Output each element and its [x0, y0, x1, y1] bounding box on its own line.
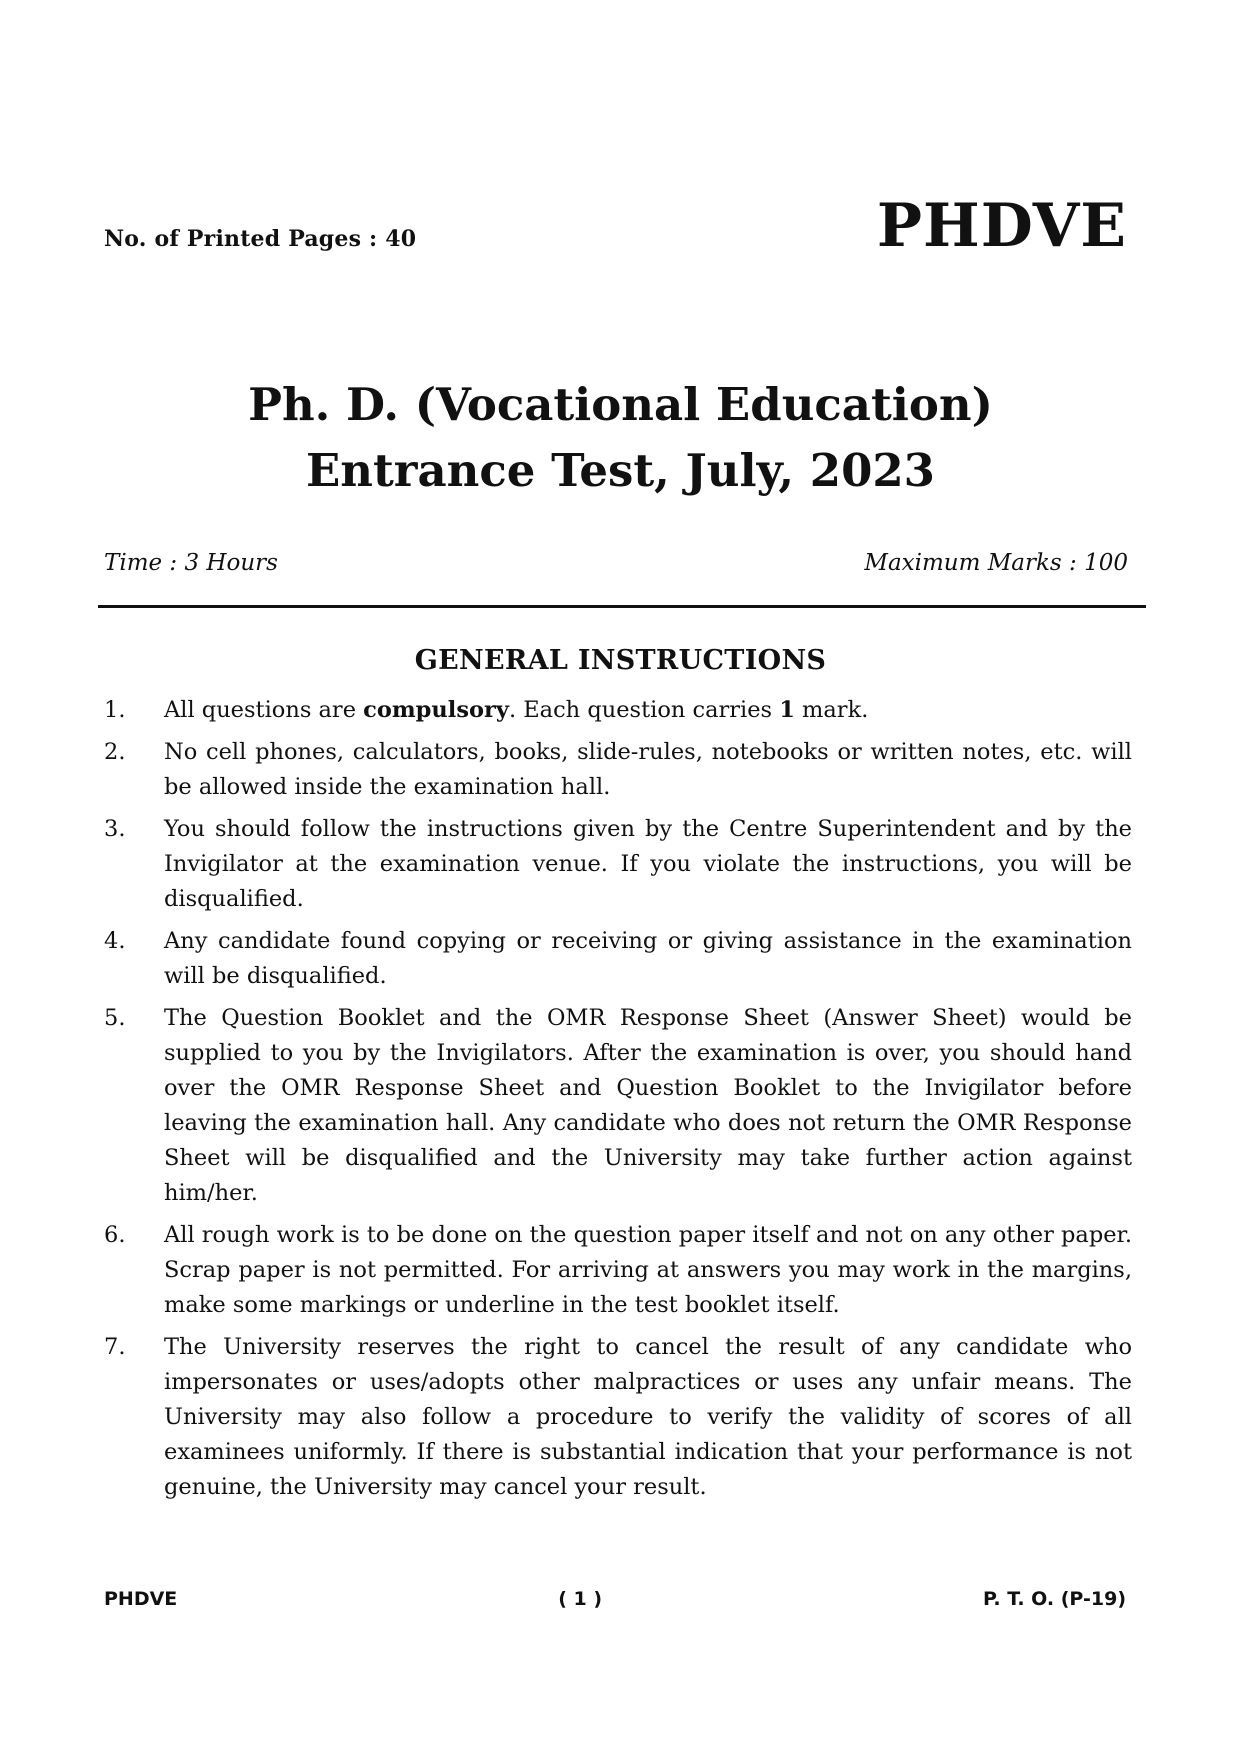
- instruction-text: All rough work is to be done on the question paper itself and not on any other paper. Scrap paper is not permitted. For arriving at answers you may work in the margins, make some markings or underline in the test booklet itself.: [164, 1222, 1132, 1318]
- printed-pages-count: No. of Printed Pages : 40: [104, 226, 417, 252]
- please-turn-over: P. T. O. (P-19): [982, 1588, 1126, 1610]
- instruction-number: 5.: [104, 1005, 126, 1031]
- paper-code: PHDVE: [876, 191, 1127, 261]
- instruction-text: The University reserves the right to cancel the result of any candidate who impersonates or uses/adopts other malpractices or uses any unfair means. The University may also follow a procedure to verify the validity of scores of all examinees uniformly. If there is substantial indication that your performance is not genuine, the University may cancel your result.: [164, 1334, 1132, 1500]
- instruction-text: You should follow the instructions given by the Centre Superintendent and by the Invigilator at the examination venue. If you violate the instructions, you will be disqualified.: [164, 816, 1132, 912]
- instructions-list: [104, 693, 1132, 1512]
- instructions-heading: GENERAL INSTRUCTIONS: [414, 645, 827, 676]
- horizontal-rule: [98, 605, 1146, 608]
- instruction-number: 7.: [104, 1334, 126, 1360]
- instruction-item: [104, 1330, 1132, 1505]
- instruction-number: 2.: [104, 739, 126, 765]
- instruction-item: [104, 1001, 1132, 1211]
- footer-paper-code: PHDVE: [104, 1588, 178, 1610]
- mark-count-emphasis: 1: [779, 697, 795, 723]
- maximum-marks: Maximum Marks : 100: [864, 550, 1128, 576]
- instruction-text: No cell phones, calculators, books, slide-rules, notebooks or written notes, etc. will be allowed inside the examination hall.: [164, 739, 1132, 800]
- page-number: ( 1 ): [558, 1588, 603, 1610]
- instruction-number: 1.: [104, 697, 126, 723]
- instruction-item: [104, 812, 1132, 917]
- exam-title-line-2: Entrance Test, July, 2023: [305, 444, 935, 497]
- time-allowed: Time : 3 Hours: [104, 550, 278, 576]
- instruction-text: Any candidate found copying or receiving or giving assistance in the examination will be disqualified.: [164, 928, 1132, 989]
- instruction-item: [104, 924, 1132, 994]
- exam-title-line-1: Ph. D. (Vocational Education): [248, 378, 993, 431]
- compulsory-emphasis: compulsory: [363, 697, 509, 723]
- exam-meta-row: [104, 550, 1128, 576]
- instruction-item: [104, 693, 1132, 728]
- instruction-number: 3.: [104, 816, 126, 842]
- instruction-number: 6.: [104, 1222, 126, 1248]
- instruction-item: [104, 735, 1132, 805]
- instruction-item: [104, 1218, 1132, 1323]
- instruction-text-part: . Each question carries: [508, 697, 780, 723]
- exam-title: [0, 372, 1241, 504]
- instruction-text: The Question Booklet and the OMR Response Sheet (Answer Sheet) would be supplied to you by the Invigilators. After the examination is over, you should hand over the OMR Response Sheet and Question Booklet to the Invigilator before leaving the examination hall. Any candidate who does not return the OMR Response Sheet will be disqualified and the University may take further action against him/her.: [164, 1005, 1132, 1206]
- instruction-number: 4.: [104, 928, 126, 954]
- instruction-text: [164, 693, 1132, 728]
- page-footer: [104, 1588, 1126, 1610]
- instruction-text-part: All questions are: [164, 697, 364, 723]
- instruction-text-part: mark.: [794, 697, 869, 723]
